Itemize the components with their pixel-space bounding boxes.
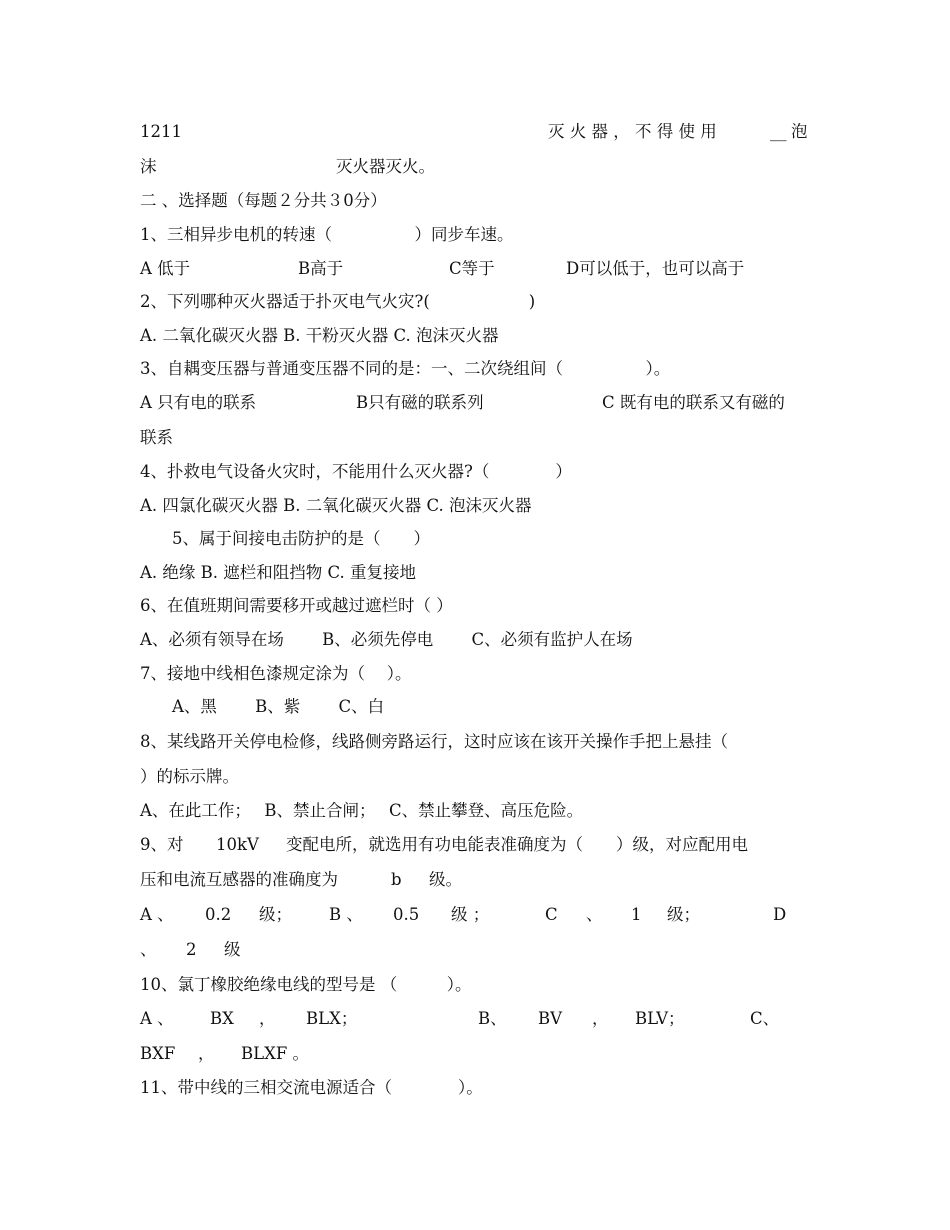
option-fragment: A 、: [140, 905, 174, 924]
section-heading: 二 、选择题（每题２分共３0分）: [140, 191, 387, 210]
option-b: B只有磁的联系列: [356, 393, 484, 412]
option-c: C等于: [449, 259, 495, 278]
question-5: 5、属于间接电击防护的是（ ）: [172, 529, 430, 548]
option-c: C 既有电的联系又有磁的: [602, 393, 785, 412]
question-3-continuation: 联系: [140, 428, 173, 447]
text-fragment: 变配电所，就选用有功电能表准确度为（ ）级，对应配用电: [286, 835, 748, 854]
option-fragment: 级；: [259, 905, 292, 924]
option-fragment: B、: [478, 1009, 507, 1028]
question-7: 7、接地中线相色漆规定涂为（ ）。: [140, 664, 412, 683]
question-5-options: A. 绝缘 B. 遮栏和阻挡物 C. 重复接地: [140, 563, 417, 582]
option-fragment: 、: [140, 940, 157, 959]
option-a: A 低于: [140, 259, 191, 278]
text-fragment: 灭火器灭火。: [336, 157, 435, 176]
option-fragment: ，: [198, 1044, 215, 1063]
text-fragment: 灭 火 器 ， 不 得 使 用: [548, 122, 717, 141]
answer-blank: __: [770, 122, 787, 141]
question-11: 11、带中线的三相交流电源适合（ ）。: [140, 1078, 483, 1097]
option-fragment: D: [773, 905, 787, 924]
option-fragment: A 、: [140, 1009, 174, 1028]
question-3: 3、自耦变压器与普通变压器不同的是：一、二次绕组间（ ）。: [140, 359, 671, 378]
question-4: 4、扑救电气设备火灾时，不能用什么灭火器?（ ）: [140, 462, 572, 481]
option-fragment: ，: [592, 1009, 609, 1028]
option-fragment: BLXF 。: [241, 1044, 310, 1063]
question-10: 10、氯丁橡胶绝缘电线的型号是 （ ）。: [140, 975, 472, 994]
text-fragment: 1211: [140, 122, 182, 141]
option-fragment: 级 ；: [451, 905, 490, 924]
option-fragment: ，: [259, 1009, 276, 1028]
text-fragment: 9、对: [140, 835, 184, 854]
question-8-options: A、在此工作； B、禁止合闸； C、禁止攀登、高压危险。: [140, 801, 584, 820]
text-fragment: 级。: [429, 870, 462, 889]
option-fragment: C: [545, 905, 558, 924]
option-fragment: BX: [210, 1009, 234, 1028]
text-fragment: 泡: [791, 122, 808, 141]
option-fragment: 级: [224, 940, 241, 959]
question-1: 1、三相异步电机的转速（ ）同步车速。: [140, 225, 514, 244]
option-d: D可以低于，也可以高于: [566, 259, 745, 278]
text-fragment: 10kV: [216, 835, 259, 854]
option-fragment: BXF: [140, 1044, 176, 1063]
option-fragment: 1: [631, 905, 642, 924]
option-fragment: 级；: [667, 905, 700, 924]
option-fragment: 、: [586, 905, 603, 924]
option-fragment: BV: [538, 1009, 563, 1028]
question-4-options: A. 四氯化碳灭火器 B. 二氧化碳灭火器 C. 泡沫灭火器: [140, 496, 532, 515]
option-fragment: C、: [750, 1009, 780, 1028]
question-8-continuation: ）的标示牌。: [140, 767, 239, 786]
question-8: 8、某线路开关停电检修，线路侧旁路运行，这时应该在该开关操作手把上悬挂（: [140, 732, 728, 751]
option-fragment: BLX；: [306, 1009, 358, 1028]
option-b: B高于: [298, 259, 344, 278]
text-fragment: 沫: [140, 157, 157, 176]
question-7-options: A、黑 B、紫 C、白: [172, 697, 385, 716]
question-2: 2、下列哪种灭火器适于扑灭电气火灾?( ): [140, 292, 536, 311]
option-fragment: BLV；: [635, 1009, 685, 1028]
option-fragment: B 、: [329, 905, 363, 924]
question-6: 6、在值班期间需要移开或越过遮栏时（ ）: [140, 596, 453, 615]
question-6-options: A、必须有领导在场 B、必须先停电 C、必须有监护人在场: [140, 630, 633, 649]
text-fragment: 压和电流互感器的准确度为: [140, 870, 338, 889]
answer-text: b: [391, 870, 402, 889]
option-fragment: 0.5: [393, 905, 420, 924]
option-a: A 只有电的联系: [140, 393, 257, 412]
option-fragment: 2: [186, 940, 197, 959]
question-2-options: A. 二氧化碳灭火器 B. 干粉灭火器 C. 泡沫灭火器: [140, 326, 499, 345]
option-fragment: 0.2: [205, 905, 232, 924]
